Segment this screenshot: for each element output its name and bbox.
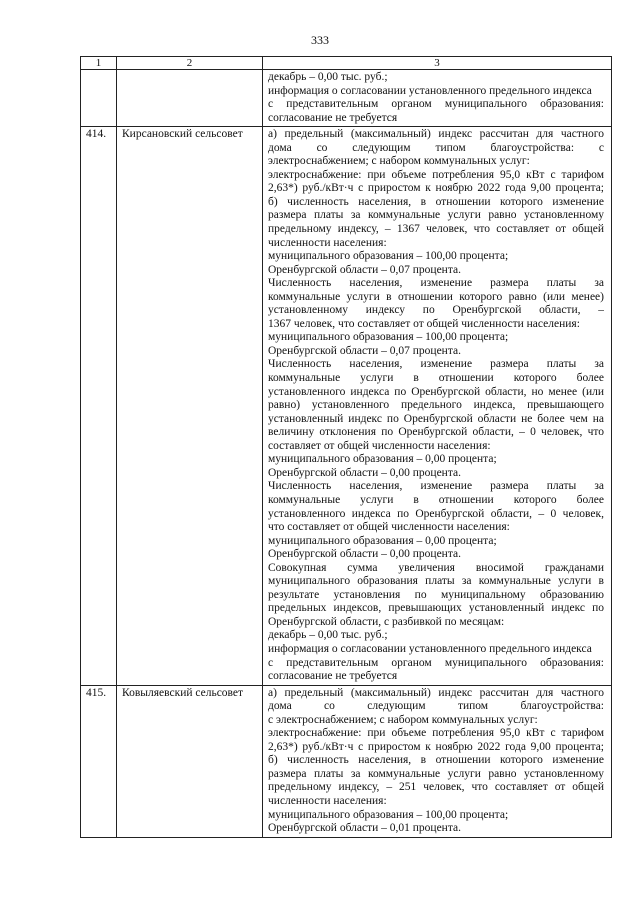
text-line: предельных индексов, превышающих установленный индекс по — [268, 602, 604, 615]
text-line: коммунальные услуги в отношении которого равно (или менее) — [268, 290, 604, 303]
text-line: Оренбургской области – 0,07 процента. — [268, 344, 461, 357]
text-line: размера платы за коммунальные услуги равно установленному — [268, 209, 604, 222]
text-line: согласование не требуется — [268, 670, 398, 683]
text-line: с представительным органом муниципального образования: — [268, 98, 604, 111]
document-table — [80, 56, 612, 838]
header-cell-2: 2 — [117, 57, 263, 70]
text-line: Оренбургской области, с разбивкой по месяцам: — [268, 615, 505, 628]
text-line: муниципального образования – 0,00 процента; — [268, 453, 497, 466]
text-line: предельному индексу, – 251 человек, что составляет от общей — [268, 781, 604, 794]
municipality-name — [117, 70, 263, 127]
text-line: величину отклонения по Оренбургской области, – 0 человек, что — [268, 426, 604, 439]
text-line: муниципального образования платы за коммунальные услуги в — [268, 575, 604, 588]
text-line: предельному индексу, – 1367 человек, что составляет от общей — [268, 223, 604, 236]
text-line: муниципального образования – 100,00 процента; — [268, 808, 509, 821]
text-line: согласование не требуется — [268, 111, 398, 124]
text-line: составляет от общей численности населения: — [268, 439, 491, 452]
text-line: численности населения: — [268, 236, 387, 249]
row-number — [81, 70, 117, 127]
text-line: дома со следующим типом благоустройства: — [268, 700, 604, 713]
header-cell-3: 3 — [263, 57, 612, 70]
text-line: 2,63*) руб./кВт·ч с приростом к ноябрю 2022 года 9,00 процента; — [268, 182, 604, 195]
text-line: установленного индекса по Оренбургской области, – 0 человек, — [268, 507, 604, 520]
text-line: 2,63*) руб./кВт·ч с приростом к ноябрю 2022 года 9,00 процента; — [268, 740, 604, 753]
row-description — [263, 70, 612, 127]
text-line: информация о согласовании установленного предельного индекса — [268, 642, 592, 655]
text-line: равно) установленного предельного индекса, превышающего — [268, 399, 604, 412]
table-header-row — [81, 57, 612, 70]
text-line: Совокупная сумма увеличения вносимой гражданами — [268, 561, 604, 574]
page-number: 333 — [311, 33, 329, 47]
text-line: муниципального образования – 100,00 процента; — [268, 250, 509, 263]
text-line: дома со следующим типом благоустройства: с — [268, 141, 604, 154]
text-line: информация о согласовании установленного предельного индекса — [268, 84, 592, 97]
text-line: установленному индексу по Оренбургской области, – — [268, 304, 604, 317]
text-line: Численность населения, изменение размера платы за — [268, 277, 604, 290]
text-line: Оренбургской области – 0,07 процента. — [268, 263, 461, 276]
text-line: 1367 человек, что составляет от общей численности населения: — [268, 317, 580, 330]
text-line: результате установления по муниципальному образованию — [268, 588, 604, 601]
table-row — [81, 127, 612, 685]
table-row — [81, 70, 612, 127]
text-line: численности населения: — [268, 794, 387, 807]
text-line: коммунальные услуги в отношении которого более — [268, 372, 604, 385]
text-line: что составляет от общей численности населения: — [268, 521, 510, 534]
text-line: с электроснабжением; с набором коммунальных услуг: — [268, 713, 538, 726]
text-line: размера платы за коммунальные услуги равно установленному — [268, 767, 604, 780]
text-line: декабрь – 0,00 тыс. руб.; — [268, 71, 388, 83]
text-line: а) предельный (максимальный) индекс рассчитан для частного — [268, 686, 604, 699]
text-line: с представительным органом муниципального образования: — [268, 656, 604, 669]
text-line: установленный индекс по Оренбургской области не более чем на — [268, 412, 604, 425]
text-line: Численность населения, изменение размера платы за — [268, 358, 604, 371]
municipality-name: Ковыляевский сельсовет — [117, 685, 263, 837]
text-line: б) численность населения, в отношении которого изменение — [268, 195, 604, 208]
text-line: муниципального образования – 0,00 процента; — [268, 534, 497, 547]
row-description — [263, 127, 612, 685]
text-line: а) предельный (максимальный) индекс рассчитан для частного — [268, 128, 604, 141]
row-number: 414. — [81, 127, 117, 685]
text-line: электроснабжение: при объеме потребления 95,0 кВт с тарифом — [268, 727, 604, 740]
text-line: декабрь – 0,00 тыс. руб.; — [268, 629, 388, 642]
text-line: муниципального образования – 100,00 процента; — [268, 331, 509, 344]
text-line: электроснабжением; с набором коммунальных услуг: — [268, 155, 530, 168]
row-number: 415. — [81, 685, 117, 837]
text-line: Численность населения, изменение размера платы за — [268, 480, 604, 493]
table-row — [81, 685, 612, 837]
row-description — [263, 685, 612, 837]
text-line: коммунальные услуги в отношении которого более — [268, 493, 604, 506]
text-line: Оренбургской области – 0,00 процента. — [268, 466, 461, 479]
text-line: установленного индекса по Оренбургской области, но менее (или — [268, 385, 604, 398]
text-line: Оренбургской области – 0,00 процента. — [268, 548, 461, 561]
header-cell-1: 1 — [81, 57, 117, 70]
text-line: Оренбургской области – 0,01 процента. — [268, 822, 461, 835]
municipality-name: Кирсановский сельсовет — [117, 127, 263, 685]
text-line: электроснабжение: при объеме потребления 95,0 кВт с тарифом — [268, 168, 604, 181]
text-line: б) численность населения, в отношении которого изменение — [268, 754, 604, 767]
